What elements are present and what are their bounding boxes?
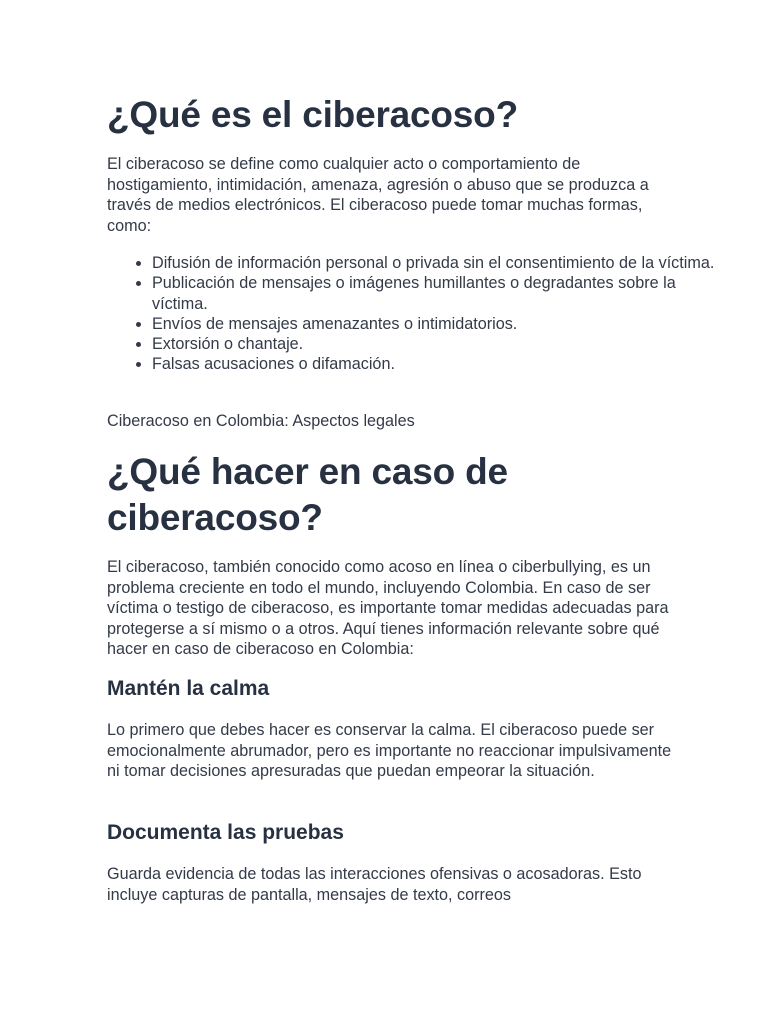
section-title-que-es: ¿Qué es el ciberacoso? <box>107 94 518 135</box>
list-item: • Publicación de mensajes o imágenes humillantes o degradantes sobre la víctima. <box>152 273 717 314</box>
subheading-documenta-pruebas: Documenta las pruebas <box>107 821 344 844</box>
subheading-manten-calma: Mantén la calma <box>107 677 270 700</box>
section-title-que-hacer: ¿Qué hacer en caso de ciberacoso? <box>107 451 508 538</box>
cyberbullying-forms-list <box>107 253 717 375</box>
pruebas-paragraph: Guarda evidencia de todas las interacciones ofensivas o acosadoras. Esto incluye capturas de pantalla, mensajes de texto, correos <box>107 865 642 904</box>
list-item: • Falsas acusaciones o difamación. <box>152 354 717 374</box>
intro-paragraph: El ciberacoso se define como cualquier acto o comportamiento de hostigamiento, intimidación, amenaza, agresión o abuso que se produzca a través de medios electrónicos. El ciberacoso puede tomar muchas formas, como: <box>107 155 649 235</box>
calma-paragraph: Lo primero que debes hacer es conservar la calma. El ciberacoso puede ser emocionalmente abrumador, pero es importante no reaccionar impulsivamente ni tomar decisiones apresuradas que puedan empeorar la situación. <box>107 721 672 780</box>
list-item: • Difusión de información personal o privada sin el consentimiento de la víctima. <box>152 253 717 273</box>
list-item: • Extorsión o chantaje. <box>152 334 717 354</box>
list-item: • Envíos de mensajes amenazantes o intimidatorios. <box>152 314 717 334</box>
legal-aspects-line: Ciberacoso en Colombia: Aspectos legales <box>107 412 415 430</box>
que-hacer-paragraph: El ciberacoso, también conocido como acoso en línea o ciberbullying, es un problema creciente en todo el mundo, incluyendo Colombia. En caso de ser víctima o testigo de ciberacoso, es importante tomar medidas adecuadas para protegerse a sí mismo o a otros. Aquí tienes información relevante sobre qué hacer en caso de ciberacoso en Colombia: <box>107 558 669 658</box>
